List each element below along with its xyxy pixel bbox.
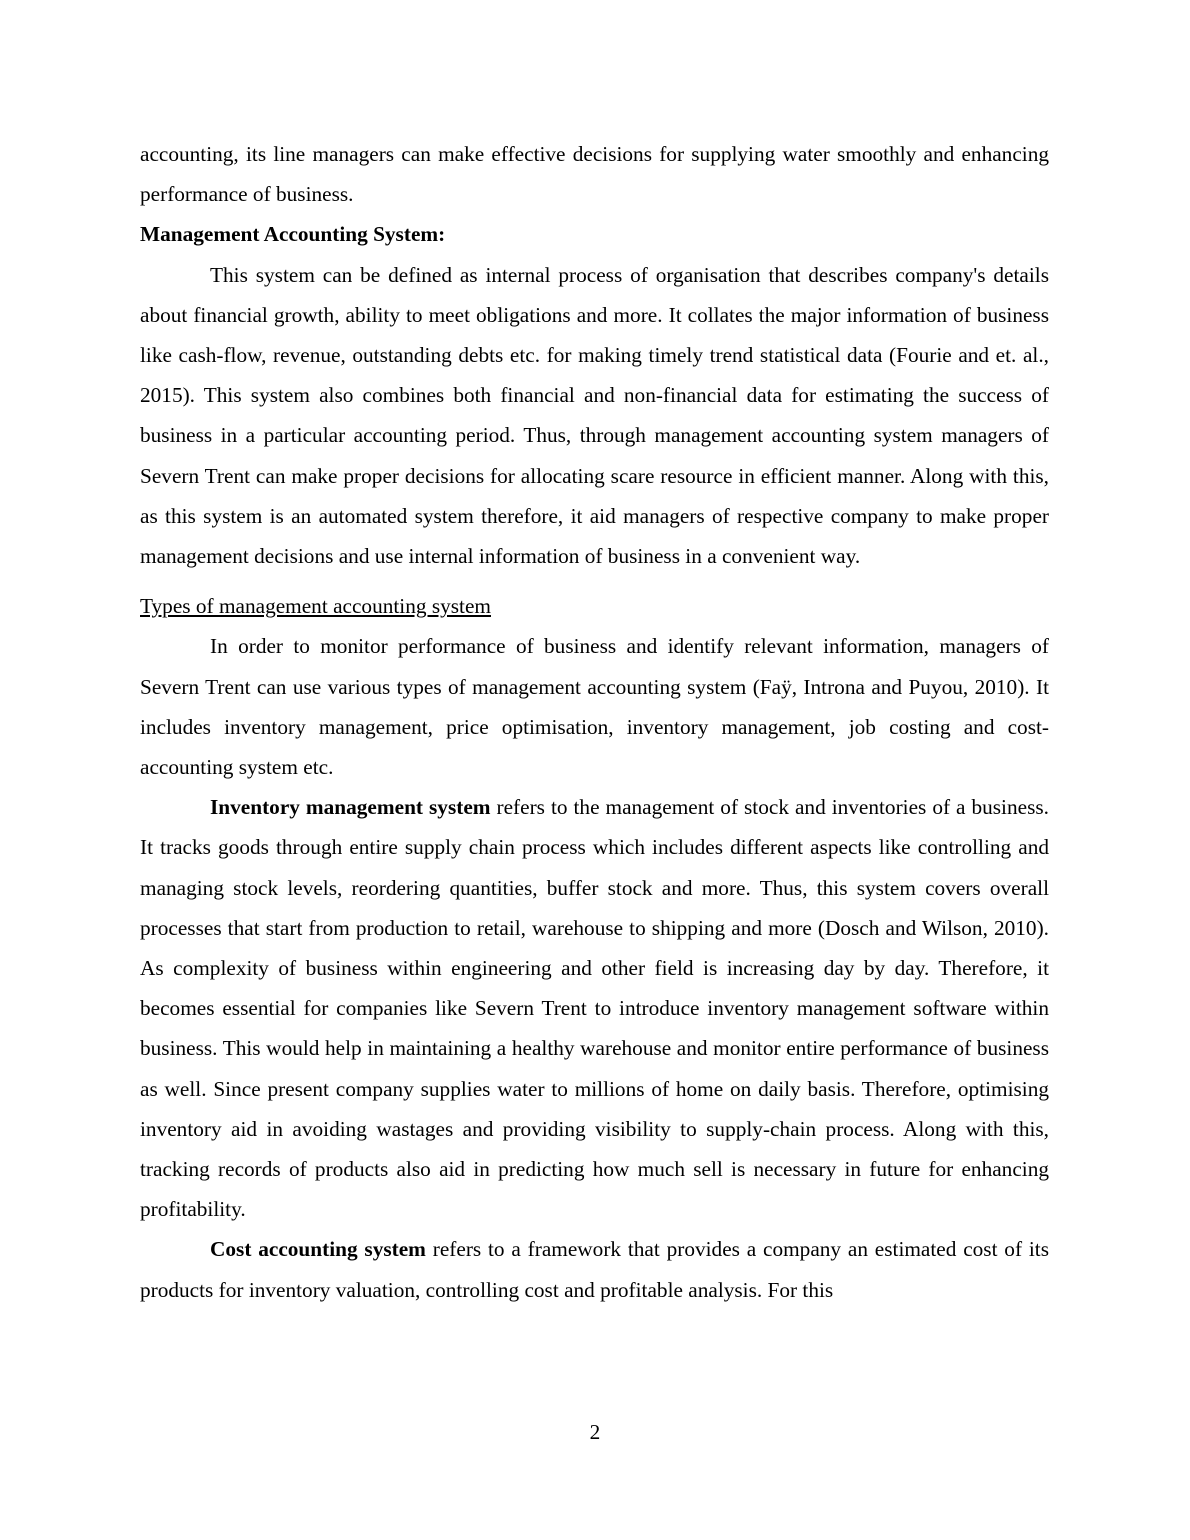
- cost-paragraph: [140, 1229, 1049, 1309]
- continuation-paragraph: accounting, its line managers can make effective decisions for supplying water smoothly and enhancing performance of business.: [140, 142, 1049, 207]
- inventory-paragraph: [140, 787, 1049, 1229]
- cost-body-text: refers to a framework that provides a company an estimated cost of its products for inventory valuation, controlling cost and profitable analysis. For this: [140, 1237, 1049, 1302]
- inventory-body-text: refers to the management of stock and inventories of a business. It tracks goods through entire supply chain process which includes different aspects like controlling and managing stock levels, reordering quantities, buffer stock and more. Thus, this system covers overall processes that start from production to retail, warehouse to shipping and more (Dosch and Wilson, 2010). As complexity of business within engineering and other field is increasing day by day. Therefore, it becomes essential for companies like Severn Trent to introduce inventory management software within business. This would help in maintaining a healthy warehouse and monitor entire performance of business as well. Since present company supplies water to millions of home on daily basis. Therefore, optimising inventory aid in avoiding wastages and providing visibility to supply-chain process. Along with this, tracking records of products also aid in predicting how much sell is necessary in future for enhancing profitability.: [140, 795, 1049, 1222]
- page-number: 2: [589, 1420, 601, 1444]
- types-subheading: [140, 586, 1049, 626]
- types-subheading-text: Types of management accounting system: [140, 594, 491, 619]
- document-body: [140, 134, 1049, 1310]
- system-definition-paragraph: This system can be defined as internal process of organisation that describes company's details about financial growth, ability to meet obligations and more. It collates the major information of business like cash-flow, revenue, outstanding debts etc. for making timely trend statistical data (Fourie and et. al., 2015). This system also combines both financial and non-financial data for estimating the success of business in a particular accounting period. Thus, through management accounting system managers of Severn Trent can make proper decisions for allocating scare resource in efficient manner. Along with this, as this system is an automated system therefore, it aid managers of respective company to make proper management decisions and use internal information of business in a convenient way.: [140, 262, 1049, 569]
- types-intro-paragraph: In order to monitor performance of business and identify relevant information, managers of Severn Trent can use various types of management accounting system (Faÿ, Introna and Puyou, 2010). It includes inventory management, price optimisation, inventory management, job costing and cost-accounting system etc.: [140, 634, 1049, 780]
- section-heading: Management Accounting System:: [140, 222, 446, 247]
- inventory-lead-term: Inventory management system: [210, 795, 491, 820]
- cost-lead-term: Cost accounting system: [210, 1237, 426, 1262]
